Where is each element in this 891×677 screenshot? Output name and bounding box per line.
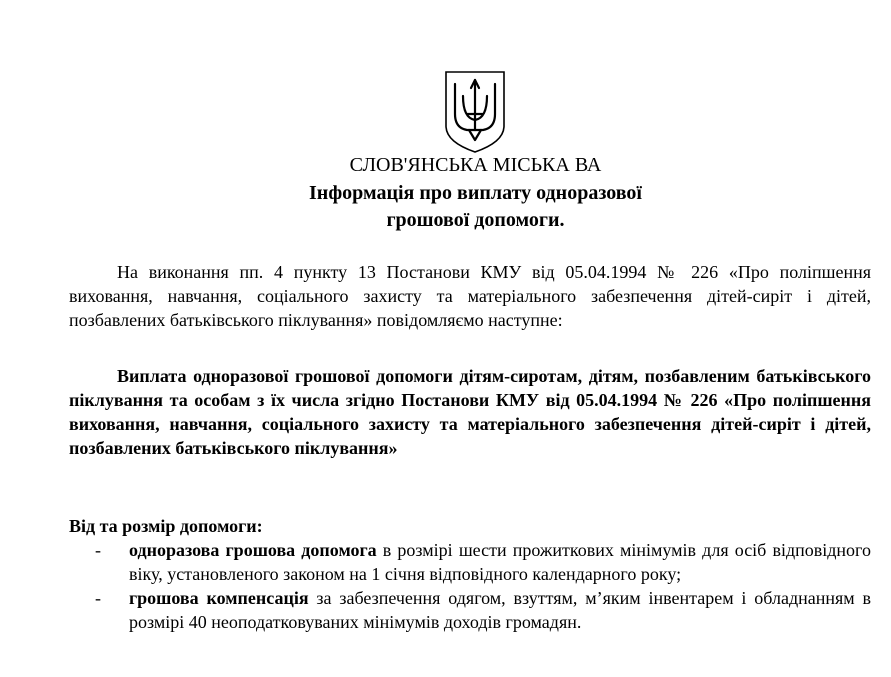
list-item-bold: одноразова грошова допомога xyxy=(129,540,377,560)
intro-paragraph: На виконання пп. 4 пункту 13 Постанови КМУ від 05.04.1994 № 226 «Про поліпшення виховання, навчання, соціального захисту та матеріального забезпечення дітей-сиріт і дітей, позбавлених батьківського піклування» повідомляємо наступне: xyxy=(69,262,871,330)
title-line-1: Інформація про виплату одноразової xyxy=(309,182,642,204)
list-item-text: за забезпечення одягом, взуттям, м’яким інвентарем і обладнанням в розмірі 40 неоподатковуваних мінімумів доходів громадян. xyxy=(129,588,871,632)
organization-name: СЛОВ'ЯНСЬКА МІСЬКА ВА xyxy=(349,154,602,176)
bold-paragraph: Виплата одноразової грошової допомоги дітям-сиротам, дітям, позбавленим батьківського піклування та особам з їх числа згідно Постанови КМУ від 05.04.1994 № 226 «Про поліпшення виховання, навчання, соціального захисту та матеріального забезпечення дітей-сиріт і дітей, позбавлених батьківського піклування» xyxy=(69,366,871,458)
list-bullet: - xyxy=(95,588,101,608)
list-item-text: в розмірі шести прожиткових мінімумів для осіб відповідного віку, установленого законом на 1 січня відповідного календарного року; xyxy=(129,540,871,584)
title-line-2: грошової допомоги. xyxy=(386,209,565,231)
aid-list xyxy=(69,538,871,634)
list-item xyxy=(69,538,871,586)
list-item xyxy=(69,586,871,634)
list-item-bold: грошова компенсація xyxy=(129,588,309,608)
aid-type-subheading: Від та розмір допомоги: xyxy=(69,516,263,536)
document-title xyxy=(0,180,891,234)
coat-of-arms-icon xyxy=(443,70,507,154)
list-bullet: - xyxy=(95,540,101,560)
